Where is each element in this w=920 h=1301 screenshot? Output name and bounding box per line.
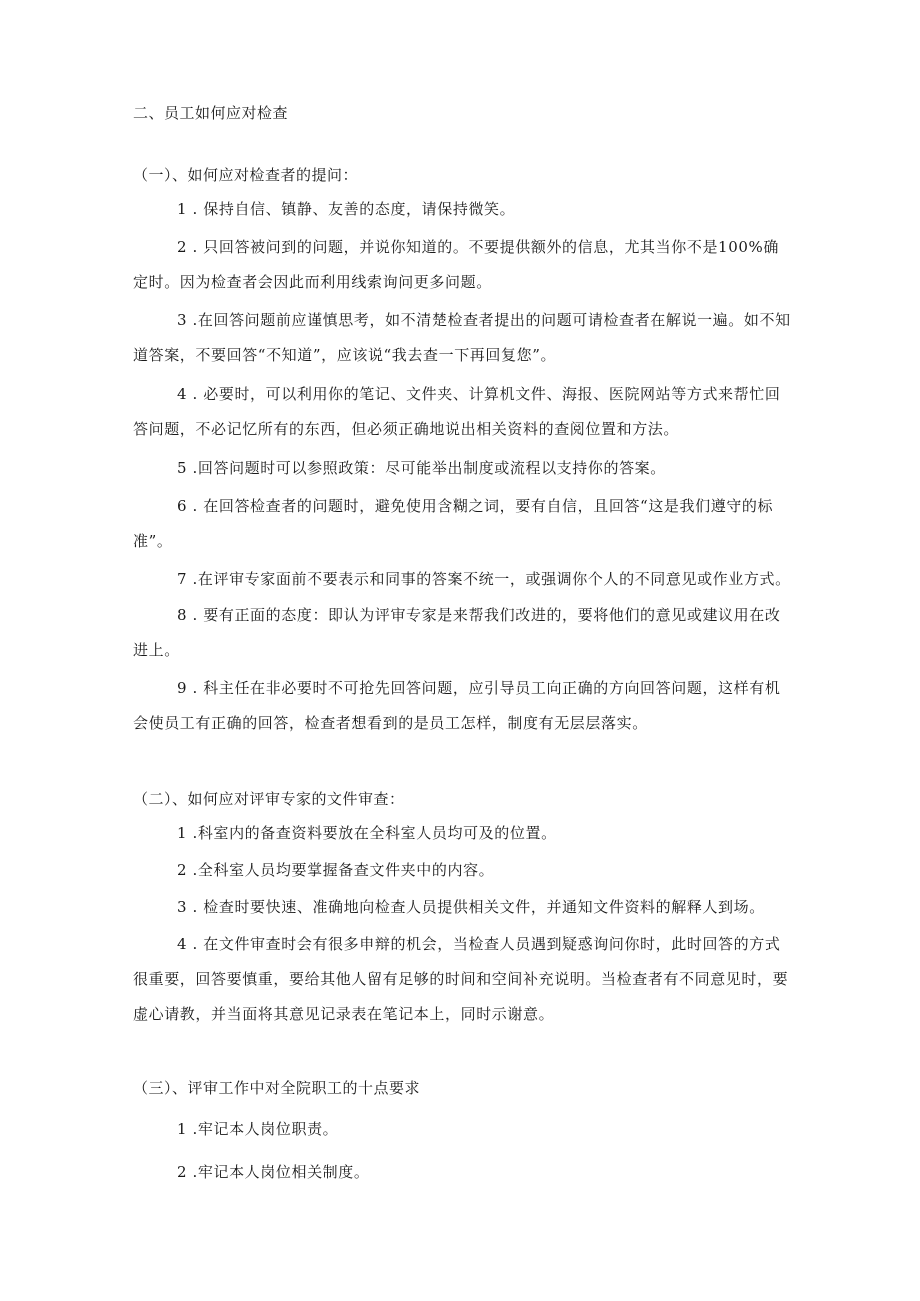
section1-item-8: 8 . 要有正面的态度：即认为评审专家是来帮我们改进的，要将他们的意见或建议用在改进上。 xyxy=(133,606,781,659)
section2-heading: （二）、如何应对评审专家的文件审查： xyxy=(133,790,405,808)
section3-heading: （三）、评审工作中对全院职工的十点要求 xyxy=(133,1079,421,1097)
section1-item-2: 2 . 只回答被问到的问题，并说你知道的。不要提供额外的信息，尤其当你不是100%确定时。因为检查者会因此而利用线索询问更多问题。 xyxy=(133,238,779,291)
section2-item-3: 3 . 检查时要快速、准确地向检查人员提供相关文件，并通知文件资料的解释人到场。 xyxy=(177,898,765,916)
section2-item-2: 2 .全科室人员均要掌握备查文件夹中的内容。 xyxy=(177,861,495,879)
section3-item-2: 2 .牢记本人岗位相关制度。 xyxy=(177,1163,370,1181)
section3-item-1: 1 .牢记本人岗位职责。 xyxy=(177,1120,339,1138)
section1-item-3: 3 .在回答问题前应谨慎思考，如不清楚检查者提出的问题可请检查者在解说一遍。如不知道答案，不要回答“不知道”，应该说“我去查一下再回复您”。 xyxy=(133,311,791,364)
section1-item-6: 6 . 在回答检查者的问题时，避免使用含糊之词，要有自信，且回答“这是我们遵守的标准”。 xyxy=(133,497,774,550)
section1-item-7: 7 .在评审专家面前不要表示和同事的答案不统一，或强调你个人的不同意见或作业方式。 xyxy=(177,570,791,588)
section1-item-4: 4 . 必要时，可以利用你的笔记、文件夹、计算机文件、海报、医院网站等方式来帮忙回答问题，不必记忆所有的东西，但必须正确地说出相关资料的查阅位置和方法。 xyxy=(133,385,781,438)
section2-item-4: 4 . 在文件审查时会有很多申辩的机会，当检查人员遇到疑惑询问你时，此时回答的方式很重要，回答要慎重，要给其他人留有足够的时间和空间补充说明。当检查者有不同意见时，要虚心请教，并当面将其意见记录表在笔记本上，同时示谢意。 xyxy=(133,935,789,1023)
section1-item-5: 5 .回答问题时可以参照政策：尽可能举出制度或流程以支持你的答案。 xyxy=(177,459,666,477)
section2-item-1: 1 .科室内的备查资料要放在全科室人员均可及的位置。 xyxy=(177,824,557,842)
document-title: 二、员工如何应对检查 xyxy=(133,104,289,122)
section1-item-1: 1 . 保持自信、镇静、友善的态度，请保持微笑。 xyxy=(177,200,516,218)
section1-heading: （一）、如何应对检查者的提问： xyxy=(133,166,359,184)
section1-item-9: 9 . 科主任在非必要时不可抢先回答问题，应引导员工向正确的方向回答问题，这样有机会使员工有正确的回答，检查者想看到的是员工怎样，制度有无层层落实。 xyxy=(133,679,781,732)
